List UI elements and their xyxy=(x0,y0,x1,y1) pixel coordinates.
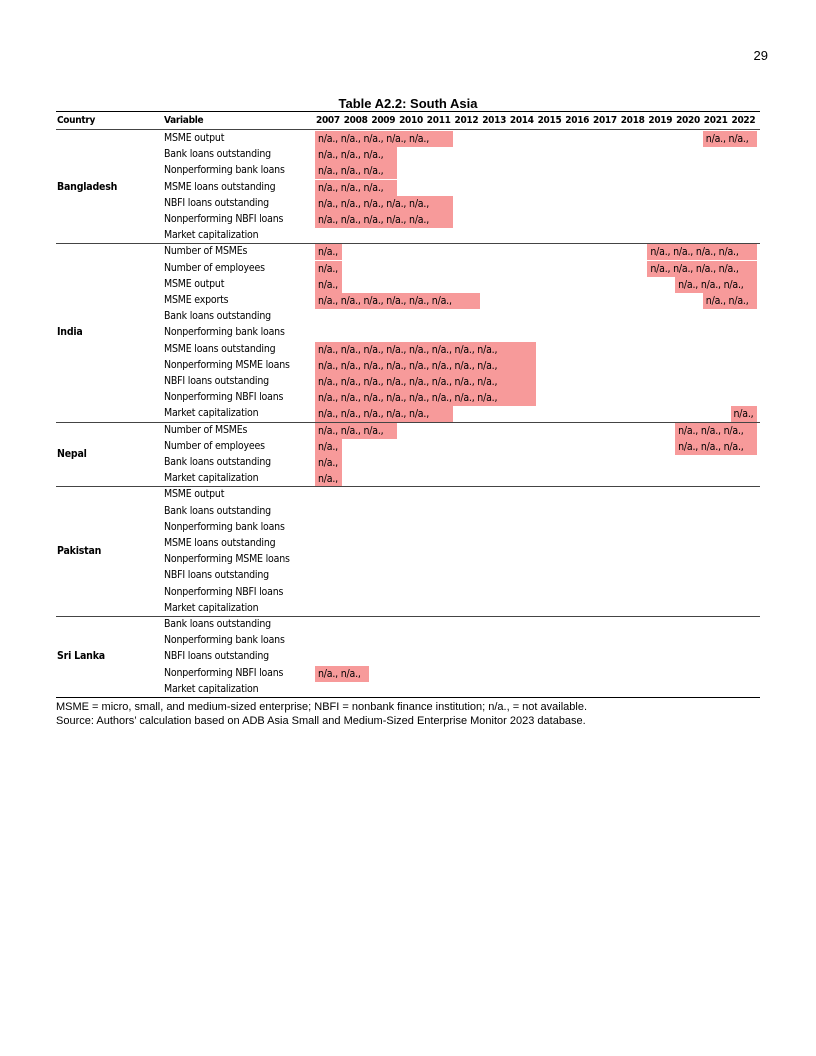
variable-cell: Nonperforming NBFI loans xyxy=(164,666,284,679)
na-cell-block: n/a., xyxy=(731,406,758,422)
na-cell-block: n/a., n/a., n/a., xyxy=(315,180,397,196)
header-year: 2013 xyxy=(482,115,507,126)
table-top-rule xyxy=(56,111,760,112)
na-cell-block: n/a., n/a., n/a., xyxy=(315,147,397,163)
variable-cell: Number of MSMEs xyxy=(164,245,248,258)
country-cell: Pakistan xyxy=(57,545,102,558)
header-year: 2017 xyxy=(593,115,617,126)
variable-cell: Bank loans outstanding xyxy=(164,310,271,323)
na-cell-block: n/a., xyxy=(315,471,342,487)
na-cell-block: n/a., n/a., n/a., n/a., n/a., xyxy=(315,131,453,147)
na-cell-block: n/a., n/a., xyxy=(315,666,369,682)
variable-cell: Nonperforming bank loans xyxy=(164,634,285,647)
variable-cell: Number of employees xyxy=(164,439,265,452)
footnote: MSME = micro, small, and medium-sized enterprise; NBFI = nonbank finance institution; n/a., = not available. xyxy=(56,701,588,713)
na-cell-block: n/a., n/a., n/a., n/a., n/a., n/a., n/a., n/a., xyxy=(315,390,536,406)
variable-cell: Market capitalization xyxy=(164,472,259,485)
header-year: 2015 xyxy=(537,115,562,126)
variable-cell: Nonperforming MSME loans xyxy=(164,358,290,371)
variable-cell: Nonperforming NBFI loans xyxy=(164,585,284,598)
na-cell-block: n/a., n/a., n/a., n/a., n/a., xyxy=(315,212,453,228)
header-year: 2018 xyxy=(620,115,645,126)
header-year: 2019 xyxy=(648,115,673,126)
variable-cell: Number of MSMEs xyxy=(164,423,248,436)
na-cell-block: n/a., xyxy=(315,244,342,260)
variable-cell: Market capitalization xyxy=(164,682,259,695)
group-separator xyxy=(56,422,760,423)
variable-cell: NBFI loans outstanding xyxy=(164,569,269,582)
variable-cell: NBFI loans outstanding xyxy=(164,196,269,209)
header-year: 2020 xyxy=(676,115,700,126)
na-cell-block: n/a., n/a., n/a., n/a., n/a., n/a., xyxy=(315,293,480,309)
header-year: 2014 xyxy=(509,115,534,126)
na-cell-block: n/a., xyxy=(315,455,342,471)
group-separator xyxy=(56,697,760,698)
header-rule xyxy=(56,129,760,130)
na-cell-block: n/a., xyxy=(315,261,342,277)
na-cell-block: n/a., n/a., n/a., xyxy=(675,439,757,455)
na-cell-block: n/a., n/a., n/a., xyxy=(315,423,397,439)
variable-cell: NBFI loans outstanding xyxy=(164,650,269,663)
header-year: 2010 xyxy=(399,115,423,126)
header-variable: Variable xyxy=(164,115,204,126)
na-cell-block: n/a., xyxy=(315,277,342,293)
country-cell: India xyxy=(57,326,83,339)
na-cell-block: n/a., n/a., n/a., n/a., n/a., xyxy=(315,406,453,422)
variable-cell: Nonperforming bank loans xyxy=(164,520,285,533)
na-cell-block: n/a., xyxy=(315,439,342,455)
variable-cell: MSME output xyxy=(164,277,225,290)
na-cell-block: n/a., n/a., n/a., xyxy=(675,423,757,439)
source-note: Source: Authors’ calculation based on ADB Asia Small and Medium-Sized Enterprise Monitor 2023 database. xyxy=(56,715,586,727)
variable-cell: Bank loans outstanding xyxy=(164,148,271,161)
variable-cell: Nonperforming bank loans xyxy=(164,326,285,339)
group-separator xyxy=(56,486,760,487)
page-number: 29 xyxy=(753,48,768,63)
country-cell: Bangladesh xyxy=(57,180,118,193)
variable-cell: Market capitalization xyxy=(164,229,259,242)
variable-cell: MSME loans outstanding xyxy=(164,180,276,193)
variable-cell: NBFI loans outstanding xyxy=(164,375,269,387)
na-cell-block: n/a., n/a., n/a., n/a., n/a., n/a., n/a., n/a., xyxy=(315,374,536,390)
header-year: 2022 xyxy=(731,115,756,126)
header-country: Country xyxy=(57,115,96,126)
header-year: 2008 xyxy=(343,115,368,126)
na-cell-block: n/a., n/a., n/a., n/a., n/a., n/a., n/a., n/a., xyxy=(315,342,536,358)
variable-cell: Market capitalization xyxy=(164,601,259,614)
header-year: 2011 xyxy=(426,115,451,126)
variable-cell: Nonperforming NBFI loans xyxy=(164,391,284,404)
na-cell-block: n/a., n/a., n/a., n/a., xyxy=(647,261,757,277)
variable-cell: MSME exports xyxy=(164,294,229,306)
variable-cell: Bank loans outstanding xyxy=(164,618,271,630)
country-cell: Sri Lanka xyxy=(57,650,105,663)
variable-cell: MSME loans outstanding xyxy=(164,537,276,549)
header-year: 2012 xyxy=(454,115,479,126)
na-cell-block: n/a., n/a., n/a., n/a., n/a., n/a., n/a., n/a., xyxy=(315,358,536,374)
variable-cell: MSME loans outstanding xyxy=(164,342,276,355)
na-cell-block: n/a., n/a., n/a., n/a., n/a., xyxy=(315,196,453,212)
na-cell-block: n/a., n/a., xyxy=(703,293,757,309)
header-year: 2021 xyxy=(703,115,728,126)
table-title: Table A2.2: South Asia xyxy=(338,96,478,111)
header-year: 2009 xyxy=(371,115,396,126)
header-year: 2007 xyxy=(316,115,340,126)
variable-cell: Nonperforming NBFI loans xyxy=(164,213,284,225)
group-separator xyxy=(56,616,760,617)
variable-cell: Bank loans outstanding xyxy=(164,456,271,468)
country-cell: Nepal xyxy=(57,447,87,460)
variable-cell: Nonperforming bank loans xyxy=(164,164,285,177)
variable-cell: Bank loans outstanding xyxy=(164,504,271,517)
na-cell-block: n/a., n/a., xyxy=(703,131,757,147)
na-cell-block: n/a., n/a., n/a., n/a., xyxy=(647,244,757,260)
variable-cell: MSME output xyxy=(164,132,225,144)
header-year: 2016 xyxy=(565,115,590,126)
variable-cell: Nonperforming MSME loans xyxy=(164,553,290,566)
variable-cell: MSME output xyxy=(164,488,225,501)
na-cell-block: n/a., n/a., n/a., xyxy=(675,277,757,293)
na-cell-block: n/a., n/a., n/a., xyxy=(315,163,397,179)
variable-cell: Number of employees xyxy=(164,261,265,274)
variable-cell: Market capitalization xyxy=(164,407,259,420)
